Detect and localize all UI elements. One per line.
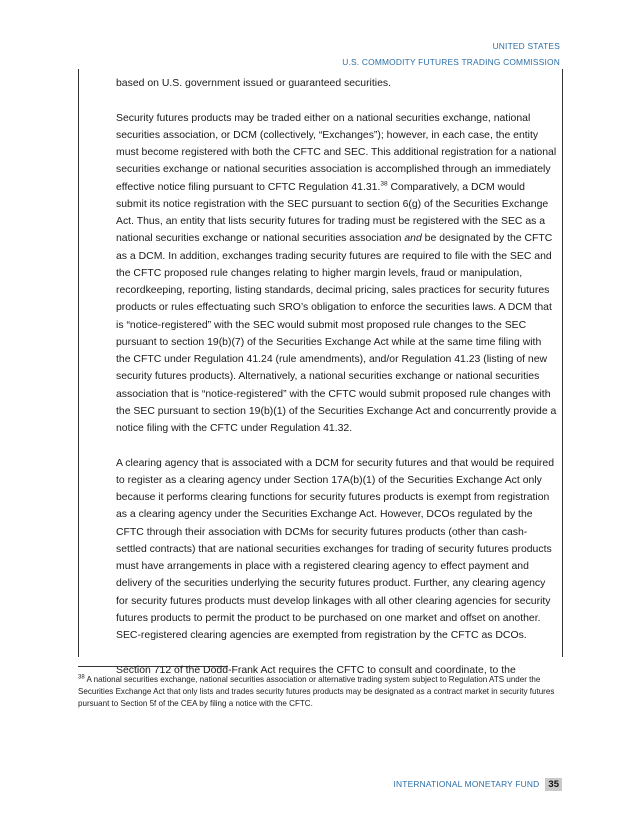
footnote-text: A national securities exchange, national securities association or alternative trading system subject to Regulation ATS under the Securities Exchange Act that only lists and trades security futures products may be designated as a contract market in security futures pursuant to Section 5f of the CEA by filing a notice with the CFTC. (78, 675, 555, 708)
footnote-number: 38 (78, 674, 85, 681)
header-country: UNITED STATES (492, 41, 560, 51)
page-number: 35 (545, 778, 562, 791)
body-text (116, 75, 557, 679)
page-footer (393, 777, 562, 791)
footnote-divider (78, 666, 228, 667)
emphasis-and: and (404, 233, 422, 245)
footnote-reference: 38 (380, 180, 388, 188)
paragraph-continuation: based on U.S. government issued or guaranteed securities. (116, 78, 392, 89)
footnote (78, 674, 563, 710)
paragraph-section-712: Section 712 of the Dodd-Frank Act requires the CFTC to consult and coordinate, to the (116, 664, 516, 676)
footer-publisher: INTERNATIONAL MONETARY FUND (393, 779, 540, 789)
paragraph-clearing-agency: A clearing agency that is associated with a DCM for security futures and that would be required to register as a clearing agency under Section 17A(b)(1) of the Securities Exchange Act only because it performs clearing functions for security futures products is exempt from registration as a clearing agency under the Securities Exchange Act. However, DCOs regulated by the CFTC through their association with DCMs for security futures products (other than cash-settled contracts) that are national securities exchanges for trading of security futures products must have arrangements in place with a registered clearing agency to effect payment and delivery of the securities underlying the security futures product. Further, any clearing agency for security futures products must develop linkages with all other clearing agencies for security futures products to permit the product to be purchased on one market and offset on another. SEC-registered clearing agencies are exempted from registration by the CFTC as DCOs. (116, 457, 555, 641)
header-agency: U.S. COMMODITY FUTURES TRADING COMMISSION (342, 57, 560, 67)
paragraph-security-futures-trading: Security futures products may be traded either on a national securities exchange, national securities association, or DCM (collectively, “Exchanges”); however, in each case, the entity must become registered with both the CFTC and SEC. This additional registration for a national securities exchange or national securities association is accomplished through an immediately effective notice filing pursuant to CFTC Regulation 41.31.38 Comparatively, a DCM would submit its notice registration with the SEC pursuant to section 6(g) of the Securities Exchange Act. Thus, an entity that lists security futures for trading must be registered with the SEC as a national securities exchange or national securities association and be designated by the CFTC as a DCM. In addition, exchanges trading security futures are required to file with the SEC and the CFTC proposed rule changes relating to higher margin levels, fraud or manipulation, recordkeeping, reporting, listing standards, decimal pricing, sales practices for security futures products or rules effectuating such SRO’s obligation to enforce the securities laws. A DCM that is “notice-registered” with the SEC would submit most proposed rule changes to the SEC pursuant to section 19(b)(7) of the Securities Exchange Act while at the same time filing with the CFTC under Regulation 41.24 (rule amendments), and/or Regulation 41.23 (listing of new security futures products). Alternatively, a national securities exchange or national securities association that is “notice-registered” with the CFTC would submit proposed rule changes with the SEC pursuant to section 19(b)(1) of the Securities Exchange Act and concurrently provide a notice filing with the CFTC under Regulation 41.32. (116, 112, 557, 434)
